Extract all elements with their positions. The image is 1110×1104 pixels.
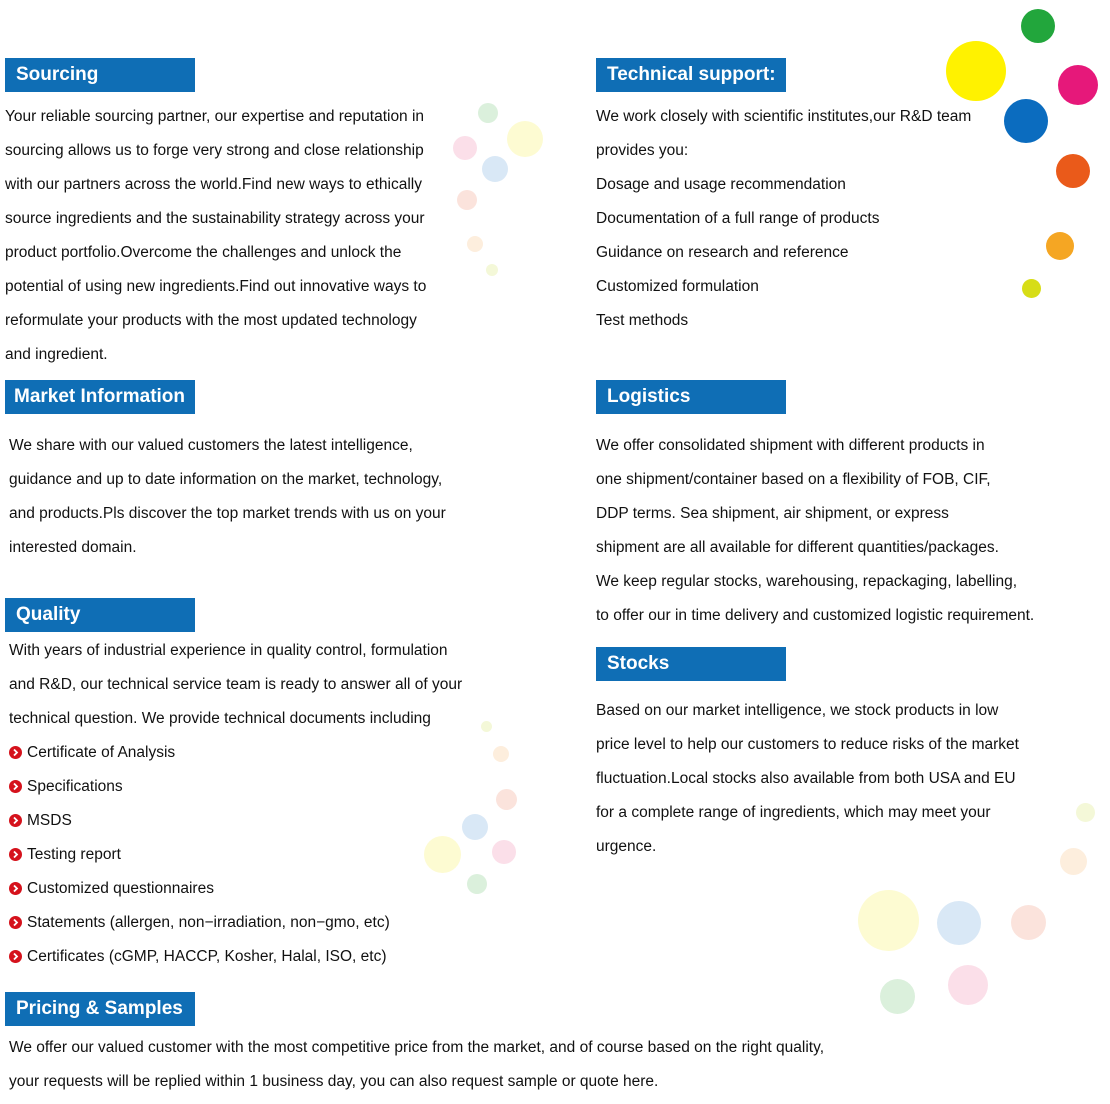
list-item-label: Certificates (cGMP, HACCP, Kosher, Halal, ISO, etc) [27, 948, 387, 965]
text-line: one shipment/container based on a flexibility of FOB, CIF, [596, 471, 991, 488]
text-line: Documentation of a full range of products [596, 210, 880, 227]
text-line: technical question. We provide technical documents including [9, 710, 431, 727]
red-chevron-bullet-icon [9, 950, 22, 963]
section-heading-sourcing: Sourcing [5, 58, 195, 92]
section-heading-market-information: Market Information [5, 380, 195, 414]
decorative-dot-pastel [1060, 848, 1087, 875]
section-heading-technical-support: Technical support: [596, 58, 786, 92]
decorative-dot-pastel [1076, 803, 1095, 822]
pricing-samples-text [9, 1031, 824, 1099]
decorative-dot-magenta [1058, 65, 1098, 105]
logistics-text [596, 429, 1034, 633]
decorative-dot-pastel [493, 746, 509, 762]
list-item-label: Certificate of Analysis [27, 744, 176, 761]
decorative-dot-yellow [946, 41, 1006, 101]
text-line: Customized formulation [596, 278, 759, 295]
text-line: to offer our in time delivery and customized logistic requirement. [596, 607, 1035, 624]
decorative-dot-pastel [858, 890, 919, 951]
text-line: and R&D, our technical service team is ready to answer all of your [9, 676, 463, 693]
section-heading-logistics: Logistics [596, 380, 786, 414]
text-line: and products.Pls discover the top market trends with us on your [9, 505, 446, 522]
list-item [6, 736, 390, 770]
text-line: your requests will be replied within 1 business day, you can also request sample or quote here. [9, 1073, 659, 1090]
text-line: We keep regular stocks, warehousing, repackaging, labelling, [596, 573, 1018, 590]
text-line: reformulate your products with the most updated technology [5, 312, 417, 329]
decorative-dot-pastel [453, 136, 477, 160]
decorative-dot-pastel [880, 979, 915, 1014]
text-line: urgence. [596, 838, 657, 855]
list-item [6, 906, 390, 940]
sourcing-text [5, 100, 426, 372]
text-line: With years of industrial experience in quality control, formulation [9, 642, 448, 659]
decorative-dot-pastel [478, 103, 498, 123]
text-line: for a complete range of ingredients, which may meet your [596, 804, 991, 821]
red-chevron-bullet-icon [9, 848, 22, 861]
decorative-dot-pastel [948, 965, 988, 1005]
text-line: We offer our valued customer with the most competitive price from the market, and of course based on the right quality, [9, 1039, 825, 1056]
red-chevron-bullet-icon [9, 916, 22, 929]
decorative-dot-orange [1056, 154, 1090, 188]
decorative-dot-blue [1004, 99, 1048, 143]
decorative-dot-pastel [467, 236, 483, 252]
text-line: Test methods [596, 312, 689, 329]
text-line: source ingredients and the sustainability strategy across your [5, 210, 425, 227]
decorative-dot-pastel [467, 874, 487, 894]
list-item-label: Customized questionnaires [27, 880, 214, 897]
decorative-dot-pastel [937, 901, 981, 945]
list-item-label: Statements (allergen, non−irradiation, non−gmo, etc) [27, 914, 390, 931]
decorative-dot-pastel [1011, 905, 1046, 940]
red-chevron-bullet-icon [9, 746, 22, 759]
text-line: interested domain. [9, 539, 137, 556]
decorative-dot-amber [1046, 232, 1074, 260]
stocks-text [596, 694, 1019, 864]
list-item-label: Specifications [27, 778, 123, 795]
text-line: We work closely with scientific institutes,our R&D team [596, 108, 972, 125]
red-chevron-bullet-icon [9, 780, 22, 793]
text-line: Based on our market intelligence, we stock products in low [596, 702, 999, 719]
text-line: We offer consolidated shipment with different products in [596, 437, 985, 454]
text-line: DDP terms. Sea shipment, air shipment, or express [596, 505, 949, 522]
decorative-dot-pastel [486, 264, 498, 276]
text-line: with our partners across the world.Find new ways to ethically [5, 176, 422, 193]
text-line: and ingredient. [5, 346, 108, 363]
text-line: We share with our valued customers the latest intelligence, [9, 437, 413, 454]
section-heading-stocks: Stocks [596, 647, 786, 681]
list-item [6, 940, 390, 974]
quality-text [9, 634, 462, 736]
decorative-dot-pastel [492, 840, 516, 864]
text-line: Guidance on research and reference [596, 244, 849, 261]
section-heading-pricing-samples: Pricing & Samples [5, 992, 195, 1026]
decorative-dot-pastel [457, 190, 477, 210]
text-line: provides you: [596, 142, 689, 159]
text-line: shipment are all available for different quantities/packages. [596, 539, 999, 556]
decorative-dot-pastel [481, 721, 492, 732]
decorative-dot-lime [1022, 279, 1041, 298]
text-line: Dosage and usage recommendation [596, 176, 846, 193]
decorative-dot-pastel [496, 789, 517, 810]
section-heading-quality: Quality [5, 598, 195, 632]
text-line: sourcing allows us to forge very strong and close relationship [5, 142, 424, 159]
quality-document-list [6, 736, 390, 974]
red-chevron-bullet-icon [9, 814, 22, 827]
list-item-label: MSDS [27, 812, 72, 829]
decorative-dot-pastel [482, 156, 508, 182]
list-item-label: Testing report [27, 846, 121, 863]
text-line: price level to help our customers to reduce risks of the market [596, 736, 1019, 753]
list-item [6, 804, 390, 838]
decorative-dot-pastel [424, 836, 461, 873]
decorative-dot-pastel [507, 121, 543, 157]
text-line: product portfolio.Overcome the challenges and unlock the [5, 244, 402, 261]
market-information-text [9, 429, 446, 565]
text-line: potential of using new ingredients.Find out innovative ways to [5, 278, 427, 295]
text-line: fluctuation.Local stocks also available from both USA and EU [596, 770, 1016, 787]
red-chevron-bullet-icon [9, 882, 22, 895]
list-item [6, 838, 390, 872]
text-line: guidance and up to date information on the market, technology, [9, 471, 443, 488]
decorative-dot-green [1021, 9, 1055, 43]
technical-support-text [596, 100, 971, 338]
list-item [6, 872, 390, 906]
list-item [6, 770, 390, 804]
decorative-dot-pastel [462, 814, 488, 840]
text-line: Your reliable sourcing partner, our expertise and reputation in [5, 108, 425, 125]
